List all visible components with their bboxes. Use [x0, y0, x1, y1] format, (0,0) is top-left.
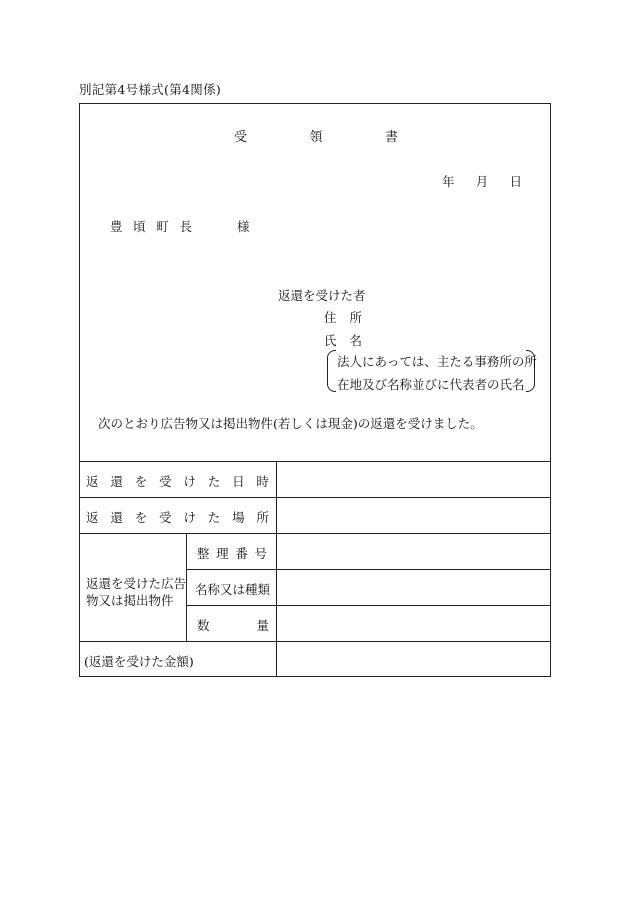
year-label: 年 [442, 174, 455, 189]
corporate-note-line1: 法人にあっては、主たる事務所の所 [337, 354, 537, 369]
month-label: 月 [475, 174, 489, 189]
label-char: 還 [110, 510, 123, 525]
label-char: 番 [235, 546, 248, 561]
label-char: を [134, 510, 148, 525]
label-char: け [183, 474, 196, 489]
label-char: 受 [159, 474, 172, 489]
address-char: 所 [349, 310, 362, 325]
quantity-field[interactable] [277, 606, 551, 641]
name-char: 氏 [324, 333, 337, 348]
receipt-statement: 次のとおり広告物又は掲出物件(若しくは現金)の返還を受けました。 [98, 416, 483, 431]
addressee-char: 町 [156, 219, 169, 234]
received-datetime-label [86, 472, 269, 490]
label-char: 返 [86, 474, 99, 489]
addressee-char: 豊 [110, 219, 123, 234]
addressee-char: 頃 [133, 219, 146, 234]
recipient-label: 返還を受けた者 [278, 288, 366, 303]
quantity-label [197, 616, 269, 634]
label-char: 日 [232, 474, 245, 489]
receipt-form [79, 103, 551, 677]
addressee-char: 長 [179, 219, 192, 234]
label-char: 還 [110, 474, 123, 489]
label-char: 返 [86, 510, 99, 525]
label-char: 数 [197, 618, 210, 633]
date-line [442, 172, 522, 190]
returned-items-label-line1: 返還を受けた広告 [86, 576, 187, 591]
label-char: を [134, 474, 148, 489]
address-char: 住 [324, 310, 337, 325]
returned-items-label-line2: 物又は掲出物件 [86, 593, 174, 608]
label-char: 理 [216, 546, 229, 561]
label-char: 所 [256, 510, 269, 525]
label-char: 量 [256, 618, 269, 633]
label-char: け [183, 510, 196, 525]
form-title [234, 126, 398, 145]
note-bracket-left [327, 350, 336, 392]
day-label: 日 [509, 174, 522, 189]
table-group-divider [186, 533, 187, 641]
received-place-label [86, 508, 269, 526]
form-caption: 別記第4号様式(第4関係) [79, 82, 222, 97]
title-char: 書 [384, 130, 398, 145]
name-or-type-label: 名称又は種類 [195, 582, 271, 597]
label-char: た [207, 510, 221, 525]
label-char: 時 [256, 474, 269, 489]
addressee-honorific: 様 [237, 219, 250, 234]
label-char: た [207, 474, 221, 489]
returned-amount-field[interactable] [277, 642, 551, 676]
title-char: 受 [234, 130, 248, 145]
reference-number-label [197, 544, 267, 562]
label-char: 整 [197, 546, 210, 561]
corporate-note-line2: 在地及び名称並びに代表者の氏名 [337, 377, 525, 392]
recipient-name-label [324, 331, 362, 349]
reference-number-field[interactable] [277, 534, 551, 569]
label-char: 号 [254, 546, 267, 561]
addressee-name [110, 217, 192, 235]
name-char: 名 [349, 333, 362, 348]
received-datetime-field[interactable] [277, 462, 551, 497]
label-char: 受 [159, 510, 172, 525]
returned-amount-label: (返還を受けた金額) [84, 654, 194, 669]
title-char: 領 [309, 130, 323, 145]
name-or-type-field[interactable] [277, 570, 551, 605]
label-char: 場 [232, 510, 245, 525]
received-place-field[interactable] [277, 498, 551, 533]
recipient-address-label [324, 308, 362, 326]
